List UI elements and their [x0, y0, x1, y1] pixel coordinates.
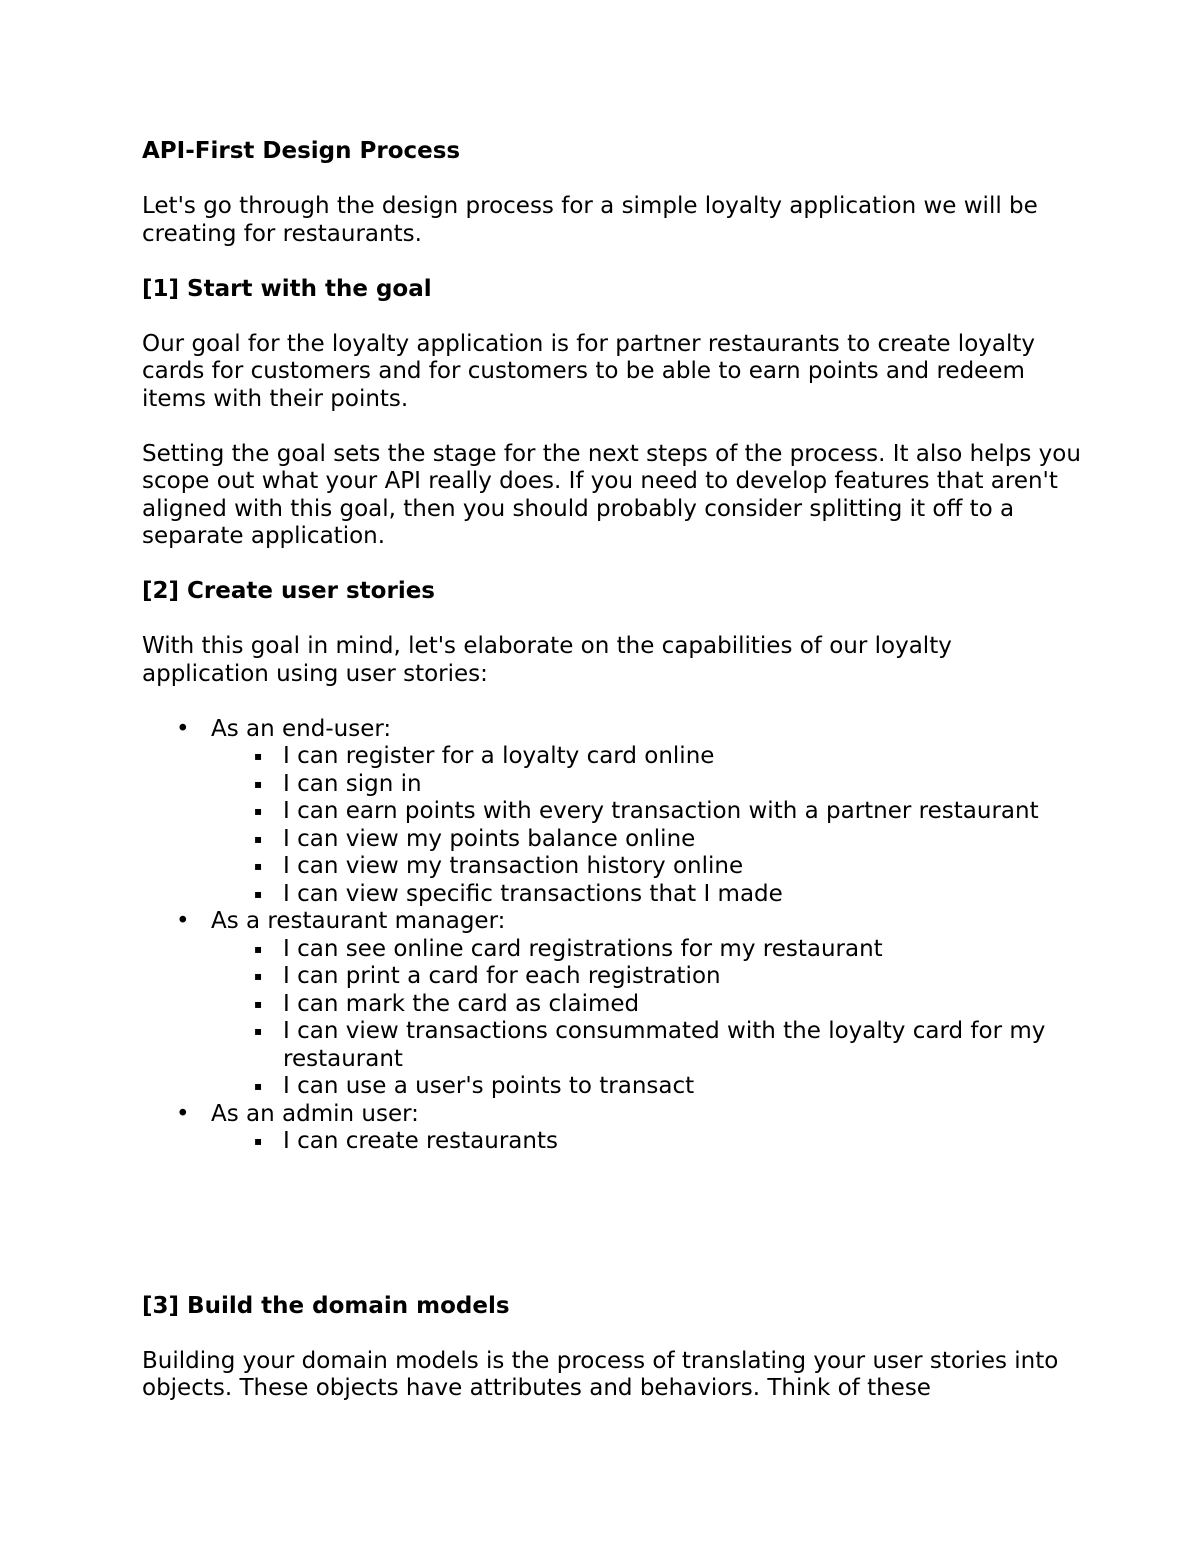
square-bullet-icon: ▪ — [254, 1079, 263, 1093]
story-text: I can sign in — [283, 770, 422, 797]
section-1-heading: [1] Start with the goal — [142, 275, 432, 302]
story-text: I can view specific transactions that I made — [283, 880, 783, 907]
list-item — [211, 771, 1082, 799]
story-group-end-user — [142, 716, 1082, 909]
square-bullet-icon: ▪ — [254, 886, 263, 901]
page-spacer — [142, 1156, 1082, 1293]
story-text: I can print a card for each registration — [283, 963, 721, 989]
square-bullet-icon: ▪ — [254, 941, 263, 956]
list-item — [211, 1018, 1082, 1073]
story-sublist — [211, 743, 1082, 908]
story-text: I can view my transaction history online — [283, 853, 744, 879]
square-bullet-icon: ▪ — [254, 831, 263, 846]
story-text: I can mark the card as claimed — [283, 990, 640, 1017]
list-item — [211, 826, 1082, 854]
square-bullet-icon: ▪ — [254, 776, 263, 791]
story-text: I can use a user's points to transact — [283, 1073, 695, 1099]
list-item — [211, 743, 1082, 771]
story-text: I can register for a loyalty card online — [283, 743, 715, 769]
user-stories-list — [142, 716, 1082, 1156]
bullet-icon: • — [176, 715, 190, 742]
square-bullet-icon: ▪ — [254, 1134, 263, 1148]
list-item — [211, 881, 1082, 909]
bullet-icon: • — [176, 1100, 190, 1127]
list-item — [211, 798, 1082, 826]
story-group-restaurant-manager — [142, 908, 1082, 1101]
story-sublist — [211, 1128, 1082, 1156]
story-group-label: As an admin user: — [211, 1100, 419, 1127]
section-2-paragraph: With this goal in mind, let's elaborate on the capabilities of our loyalty application using user stories: — [142, 633, 952, 687]
list-item — [211, 853, 1082, 881]
story-text: I can create restaurants — [283, 1128, 558, 1154]
story-group-label: As an end-user: — [211, 715, 392, 742]
story-sublist — [211, 936, 1082, 1101]
bullet-icon: • — [176, 908, 190, 934]
square-bullet-icon: ▪ — [254, 996, 263, 1011]
story-text: I can earn points with every transaction with a partner restaurant — [283, 798, 1039, 824]
section-3-paragraph: Building your domain models is the process of translating your user stories into objects. These objects have attributes and behaviors. Think of these — [142, 1347, 1059, 1401]
story-group-admin-user — [142, 1101, 1082, 1156]
list-item — [211, 963, 1082, 991]
square-bullet-icon: ▪ — [254, 859, 263, 873]
document-title: API-First Design Process — [142, 138, 461, 164]
intro-paragraph: Let's go through the design process for a simple loyalty application we will be creating for restaurants. — [142, 193, 1038, 247]
section-1-paragraph-1: Our goal for the loyalty application is for partner restaurants to create loyalty cards for customers and for customers to be able to earn points and redeem items with their points. — [142, 330, 1035, 412]
list-item — [211, 936, 1082, 964]
story-text: I can view my points balance online — [283, 825, 696, 852]
square-bullet-icon: ▪ — [254, 749, 263, 763]
story-text: I can see online card registrations for my restaurant — [283, 935, 883, 962]
list-item — [211, 1073, 1082, 1101]
section-3-heading: [3] Build the domain models — [142, 1292, 510, 1319]
section-1-paragraph-2: Setting the goal sets the stage for the next steps of the process. It also helps you scope out what your API really does. If you need to develop features that aren't aligned with this goal, then you should probably consider splitting it off to a separate application. — [142, 440, 1081, 549]
square-bullet-icon: ▪ — [254, 969, 263, 983]
square-bullet-icon: ▪ — [254, 1024, 263, 1038]
document-page — [142, 138, 1082, 1430]
list-item — [211, 1128, 1082, 1156]
story-group-label: As a restaurant manager: — [211, 908, 506, 934]
section-2-heading: [2] Create user stories — [142, 578, 435, 604]
story-text: I can view transactions consummated with the loyalty card for my restaurant — [283, 1018, 1046, 1072]
square-bullet-icon: ▪ — [254, 804, 263, 818]
list-item — [211, 991, 1082, 1019]
